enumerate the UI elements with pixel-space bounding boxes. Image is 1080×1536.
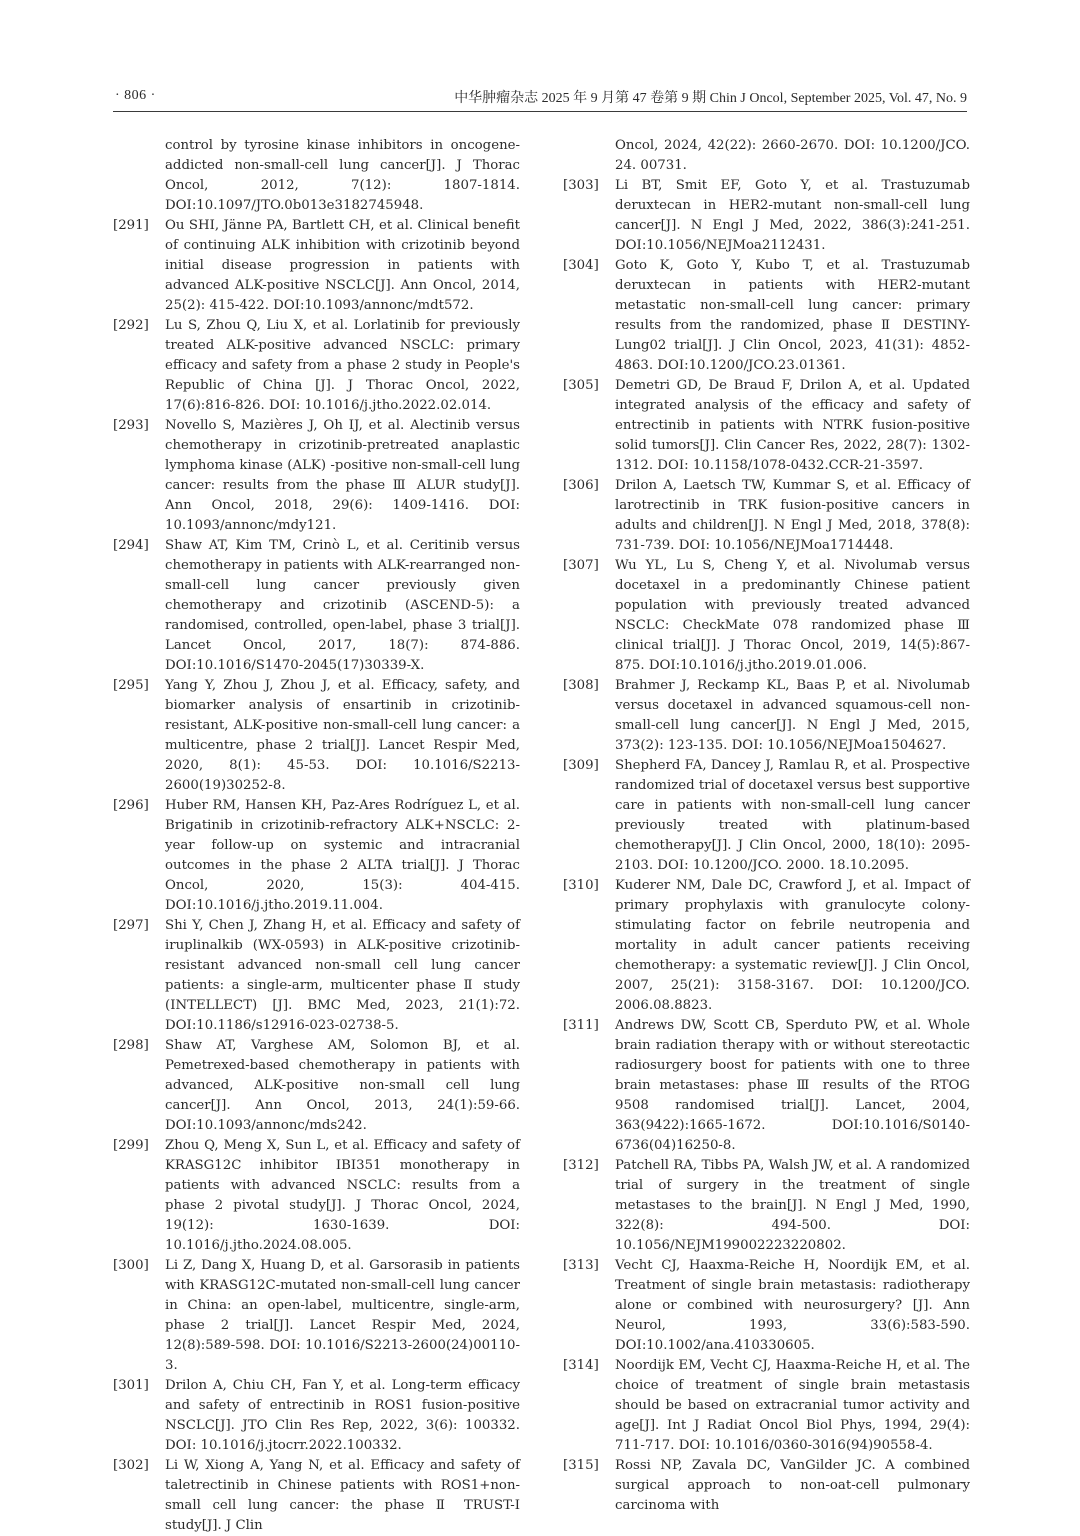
reference-item <box>563 756 970 876</box>
reference-text: Kuderer NM, Dale DC, Crawford J, et al. Impact of primary prophylaxis with granulocyte colony-stimulating factor on febrile neutropenia and mortality in adult cancer patients receiving chemotherapy: a systematic review[J]. J Clin Oncol, 2007, 25(21): 3158-3167. DOI: 10.1200/JCO. 2006.08.8823. <box>615 878 970 1013</box>
reference-text: Shaw AT, Kim TM, Crinò L, et al. Ceritinib versus chemotherapy in patients with ALK-rearranged non-small-cell lung cancer previously given chemotherapy and crizotinib (ASCEND-5): a randomised, controlled, open-label, phase 3 trial[J]. Lancet Oncol, 2017, 18(7): 874-886. DOI:10.1016/S1470-2045(17)30339-X. <box>165 538 520 673</box>
reference-text: Demetri GD, De Braud F, Drilon A, et al. Updated integrated analysis of the efficacy and safety of entrectinib in patients with NTRK fusion-positive solid tumors[J]. Clin Cancer Res, 2022, 28(7): 1302-1312. DOI: 10.1158/1078-0432.CCR-21-3597. <box>615 378 970 473</box>
reference-number: [303] <box>563 178 599 193</box>
reference-text: Ou SHI, Jänne PA, Bartlett CH, et al. Clinical benefit of continuing ALK inhibition with crizotinib beyond initial disease progression in patients with advanced ALK-positive NSCLC[J]. Ann Oncol, 2014, 25(2): 415-422. DOI:10.1093/annonc/mdt572. <box>165 218 520 313</box>
reference-item <box>563 476 970 556</box>
reference-list-right <box>563 176 970 1516</box>
reference-text: Rossi NP, Zavala DC, VanGilder JC. A combined surgical approach to non-oat-cell pulmonary carcinoma with <box>615 1458 970 1513</box>
reference-item <box>563 1016 970 1156</box>
reference-text: Lu S, Zhou Q, Liu X, et al. Lorlatinib for previously treated ALK-positive advanced NSCLC: primary efficacy and safety from a phase 2 study in People's Republic of China [J]. J Thorac Oncol, 2022, 17(6):816-826. DOI: 10.1016/j.jtho.2022.02.014. <box>165 318 520 413</box>
reference-text: Zhou Q, Meng X, Sun L, et al. Efficacy and safety of KRASG12C inhibitor IBI351 monotherapy in patients with advanced NSCLC: results from a phase 2 pivotal study[J]. J Thorac Oncol, 2024, 19(12): 1630-1639. DOI: 10.1016/j.jtho.2024.08.005. <box>165 1138 520 1253</box>
reference-item <box>113 796 520 916</box>
reference-item <box>113 1376 520 1456</box>
reference-number: [315] <box>563 1458 599 1473</box>
reference-text: Oncol, 2024, 42(22): 2660-2670. DOI: 10.1200/JCO. 24. 00731. <box>615 138 970 173</box>
reference-text: control by tyrosine kinase inhibitors in oncogene-addicted non-small-cell lung cancer[J]. J Thorac Oncol, 2012, 7(12): 1807-1814. DOI:10.1097/JTO.0b013e3182745948. <box>165 138 520 213</box>
reference-number: [297] <box>113 918 149 933</box>
reference-number: [306] <box>563 478 599 493</box>
reference-item <box>563 176 970 256</box>
reference-text: Vecht CJ, Haaxma-Reiche H, Noordijk EM, et al. Treatment of single brain metastasis: radiotherapy alone or combined with neurosurgery? [J]. Ann Neurol, 1993, 33(6):583-590. DOI:10.1002/ana.410330605. <box>615 1258 970 1353</box>
page-number: · 806 · <box>115 88 156 103</box>
reference-number: [310] <box>563 878 599 893</box>
reference-item <box>113 316 520 416</box>
reference-item <box>113 536 520 676</box>
reference-item <box>563 256 970 376</box>
reference-text: Li Z, Dang X, Huang D, et al. Garsorasib in patients with KRASG12C-mutated non-small-cell lung cancer in China: an open-label, multicentre, single-arm, phase 2 trial[J]. Lancet Respir Med, 2024, 12(8):589-598. DOI: 10.1016/S2213-2600(24)00110-3. <box>165 1258 520 1373</box>
reference-number: [304] <box>563 258 599 273</box>
reference-text: Li W, Xiong A, Yang N, et al. Efficacy and safety of taletrectinib in Chinese patients with ROS1+non-small cell lung cancer: the phase Ⅱ TRUST-I study[J]. J Clin <box>165 1458 520 1533</box>
reference-item <box>563 1356 970 1456</box>
reference-text: Yang Y, Zhou J, Zhou J, et al. Efficacy, safety, and biomarker analysis of ensartinib in crizotinib-resistant, ALK-positive non-small-cell lung cancer: a multicentre, phase 2 trial[J]. Lancet Respir Med, 2020, 8(1): 45-53. DOI: 10.1016/S2213-2600(19)30252-8. <box>165 678 520 793</box>
reference-text: Novello S, Mazières J, Oh IJ, et al. Alectinib versus chemotherapy in crizotinib-pretreated anaplastic lymphoma kinase (ALK) -positive non-small-cell lung cancer: results from the phase Ⅲ ALUR study[J]. Ann Oncol, 2018, 29(6): 1409-1416. DOI: 10.1093/annonc/mdy121. <box>165 418 520 533</box>
reference-number: [301] <box>113 1378 149 1393</box>
reference-number: [312] <box>563 1158 599 1173</box>
reference-number: [299] <box>113 1138 149 1153</box>
reference-text: Drilon A, Chiu CH, Fan Y, et al. Long-term efficacy and safety of entrectinib in ROS1 fusion-positive NSCLC[J]. JTO Clin Res Rep, 2022, 3(6): 100332. DOI: 10.1016/j.jtocrr.2022.100332. <box>165 1378 520 1453</box>
reference-item <box>113 1036 520 1136</box>
journal-citation-line: 中华肿瘤杂志 2025 年 9 月第 47 卷第 9 期 Chin J Oncol, September 2025, Vol. 47, No. 9 <box>454 91 967 106</box>
reference-number: [302] <box>113 1458 149 1473</box>
reference-text: Patchell RA, Tibbs PA, Walsh JW, et al. A randomized trial of surgery in the treatment of single metastases to the brain[J]. N Engl J Med, 1990, 322(8): 494-500. DOI: 10.1056/NEJM199002223220802. <box>615 1158 970 1253</box>
reference-number: [307] <box>563 558 599 573</box>
reference-text: Shi Y, Chen J, Zhang H, et al. Efficacy and safety of iruplinalkib (WX-0593) in ALK-positive crizotinib-resistant advanced non-small cell lung cancer patients: a single-arm, multicenter phase Ⅱ study (INTELLECT) [J]. BMC Med, 2023, 21(1):72. DOI:10.1186/s12916-023-02738-5. <box>165 918 520 1033</box>
reference-item <box>113 1456 520 1536</box>
reference-text: Wu YL, Lu S, Cheng Y, et al. Nivolumab versus docetaxel in a predominantly Chinese patient population with previously treated advanced NSCLC: CheckMate 078 randomized phase Ⅲ clinical trial[J]. J Thorac Oncol, 2019, 14(5):867-875. DOI:10.1016/j.jtho.2019.01.006. <box>615 558 970 673</box>
reference-item <box>113 1136 520 1256</box>
reference-number: [298] <box>113 1038 149 1053</box>
reference-number: [313] <box>563 1258 599 1273</box>
reference-text: Goto K, Goto Y, Kubo T, et al. Trastuzumab deruxtecan in patients with HER2-mutant metastatic non-small-cell lung cancer: primary results from the randomized, phase Ⅱ DESTINY-Lung02 trial[J]. J Clin Oncol, 2023, 41(31): 4852-4863. DOI:10.1200/JCO.23.01361. <box>615 258 970 373</box>
reference-number: [291] <box>113 218 149 233</box>
reference-number: [314] <box>563 1358 599 1373</box>
reference-number: [292] <box>113 318 149 333</box>
reference-item <box>563 1156 970 1256</box>
reference-text: Shaw AT, Varghese AM, Solomon BJ, et al. Pemetrexed-based chemotherapy in patients with advanced, ALK-positive non-small cell lung cancer[J]. Ann Oncol, 2013, 24(1):59-66. DOI:10.1093/annonc/mds242. <box>165 1038 520 1133</box>
reference-item <box>563 876 970 1016</box>
reference-list-left <box>113 216 520 1536</box>
reference-number: [294] <box>113 538 149 553</box>
reference-item <box>563 1456 970 1516</box>
reference-text: Andrews DW, Scott CB, Sperduto PW, et al. Whole brain radiation therapy with or without stereotactic radiosurgery boost for patients with one to three brain metastases: phase Ⅲ results of the RTOG 9508 randomised trial[J]. Lancet, 2004, 363(9422):1665-1672. DOI:10.1016/S0140-6736(04)16250-8. <box>615 1018 970 1153</box>
reference-text: Li BT, Smit EF, Goto Y, et al. Trastuzumab deruxtecan in HER2-mutant non-small-cell lung cancer[J]. N Engl J Med, 2022, 386(3):241-251. DOI:10.1056/NEJMoa2112431. <box>615 178 970 253</box>
reference-text: Huber RM, Hansen KH, Paz-Ares Rodríguez L, et al. Brigatinib in crizotinib-refractory ALK+NSCLC: 2-year follow-up on systemic and intracranial outcomes in the phase 2 ALTA trial[J]. J Thorac Oncol, 2020, 15(3): 404-415. DOI:10.1016/j.jtho.2019.11.004. <box>165 798 520 913</box>
left-reference-column <box>113 136 520 1536</box>
reference-continuation <box>113 136 520 216</box>
reference-number: [293] <box>113 418 149 433</box>
reference-item <box>563 376 970 476</box>
page-header <box>0 0 1080 120</box>
reference-number: [308] <box>563 678 599 693</box>
reference-text: Drilon A, Laetsch TW, Kummar S, et al. Efficacy of larotrectinib in TRK fusion-positive cancers in adults and children[J]. N Engl J Med, 2018, 378(8): 731-739. DOI: 10.1056/NEJMoa1714448. <box>615 478 970 553</box>
reference-text: Brahmer J, Reckamp KL, Baas P, et al. Nivolumab versus docetaxel in advanced squamous-cell non-small-cell lung cancer[J]. N Engl J Med, 2015, 373(2): 123-135. DOI: 10.1056/NEJMoa1504627. <box>615 678 970 753</box>
reference-continuation <box>563 136 970 176</box>
reference-number: [309] <box>563 758 599 773</box>
reference-number: [295] <box>113 678 149 693</box>
reference-item <box>113 416 520 536</box>
reference-number: [296] <box>113 798 149 813</box>
right-reference-column <box>563 136 970 1516</box>
reference-item <box>113 216 520 316</box>
header-divider <box>113 111 967 112</box>
reference-item <box>113 676 520 796</box>
reference-number: [311] <box>563 1018 599 1033</box>
reference-item <box>563 676 970 756</box>
reference-item <box>113 916 520 1036</box>
reference-item <box>113 1256 520 1376</box>
reference-item <box>563 1256 970 1356</box>
reference-text: Shepherd FA, Dancey J, Ramlau R, et al. Prospective randomized trial of docetaxel versus best supportive care in patients with non-small-cell lung cancer previously treated with platinum-based chemotherapy[J]. J Clin Oncol, 2000, 18(10): 2095-2103. DOI: 10.1200/JCO. 2000. 18.10.2095. <box>615 758 971 873</box>
reference-number: [305] <box>563 378 599 393</box>
reference-text: Noordijk EM, Vecht CJ, Haaxma-Reiche H, et al. The choice of treatment of single brain metastasis should be based on extracranial tumor activity and age[J]. Int J Radiat Oncol Biol Phys, 1994, 29(4): 711-717. DOI: 10.1016/0360-3016(94)90558-4. <box>615 1358 970 1453</box>
reference-number: [300] <box>113 1258 149 1273</box>
reference-item <box>563 556 970 676</box>
